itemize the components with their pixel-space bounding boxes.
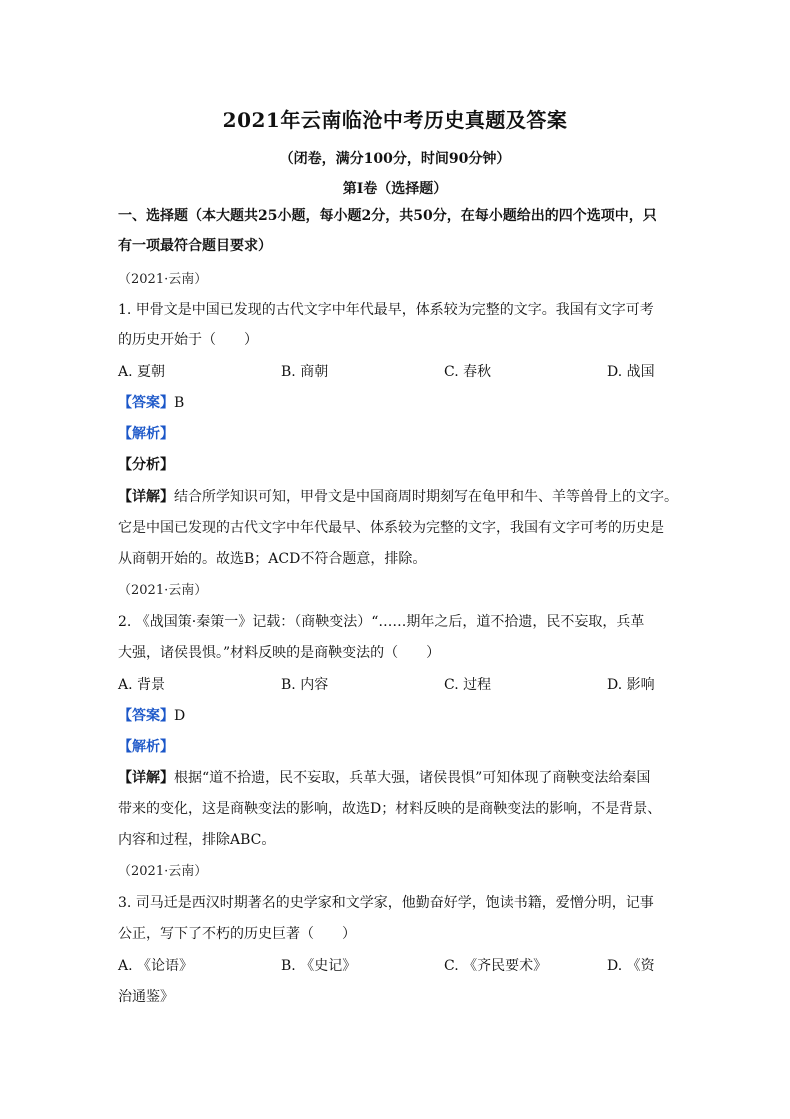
answer-tag: 【答案】 [118,395,174,411]
option-b: B. 商朝 [281,364,329,380]
option-d: D. 《资 [607,958,655,974]
question-stem-line: 3. 司马迁是西汉时期著名的史学家和文学家，他勤奋好学，饱读书籍，爱憎分明，记事 [118,895,654,911]
question-source: （2021·云南） [118,583,208,598]
option-c: C. 春秋 [444,364,492,380]
answer-line [118,706,678,726]
page-title: 2021年云南临沧中考历史真题及答案 [222,108,568,132]
option-c: C. 过程 [444,677,492,693]
question-stem-line: 公正，写下了不朽的历史巨著（ ） [118,926,356,942]
detail-tag: 【详解】 [118,489,174,505]
analysis-tag: 【解析】 [118,739,174,755]
option-d: D. 战国 [607,364,655,380]
detail-line [118,768,678,788]
analysis-tag: 【解析】 [118,426,174,442]
option-d-wrap: 治通鉴》 [118,989,174,1005]
question-stem-line: 2. 《战国策·秦策一》记载：（商鞅变法）“……期年之后，道不拾遗，民不妄取，兵革 [118,614,645,630]
detail-line: 从商朝开始的。故选B；ACD不符合题意，排除。 [118,551,427,567]
question-source: （2021·云南） [118,272,208,287]
question-stem-line: 1. 甲骨文是中国已发现的古代文字中年代最早，体系较为完整的文字。我国有文字可考 [118,302,654,318]
detail-tag: 【详解】 [118,770,174,786]
section-heading-line1: 一、选择题（本大题共25小题，每小题2分，共50分，在每小题给出的四个选项中，只 [118,208,657,224]
option-a: A. 背景 [118,677,166,693]
analysis-tag-line [118,424,678,444]
option-d: D. 影响 [607,677,655,693]
answer-tag: 【答案】 [118,708,174,724]
option-c: C. 《齐民要术》 [444,958,548,974]
option-b: B. 《史记》 [281,958,357,974]
detail-text: 结合所学知识可知，甲骨文是中国商周时期刻写在龟甲和牛、羊等兽骨上的文字。 [174,489,678,505]
exam-subtitle: （闭卷，满分100分，时间90分钟） [279,151,511,167]
detail-line [118,487,678,507]
option-a: A. 夏朝 [118,364,166,380]
detail-line: 带来的变化，这是商鞅变法的影响，故选D；材料反映的是商鞅变法的影响，不是背景、 [118,801,662,817]
option-a: A. 《论语》 [118,958,194,974]
answer-value: B [174,395,185,411]
volume-heading: 第Ⅰ卷（选择题） [342,181,448,197]
analysis-tag-line [118,737,678,757]
section-heading-line2: 有一项最符合题目要求） [118,238,272,254]
detail-line: 内容和过程，排除ABC。 [118,832,276,848]
detail-line: 它是中国已发现的古代文字中年代最早、体系较为完整的文字，我国有文字可考的历史是 [118,520,664,536]
question-stem-line: 大强，诸侯畏惧。”材料反映的是商鞅变法的（ ） [118,645,441,661]
fenxi-tag: 【分析】 [118,457,174,473]
question-stem-line: 的历史开始于（ ） [118,332,258,348]
fenxi-tag-line [118,455,678,475]
answer-line [118,393,678,413]
question-source: （2021·云南） [118,864,208,879]
detail-text: 根据“道不拾遗，民不妄取，兵革大强，诸侯畏惧”可知体现了商鞅变法给秦国 [174,770,651,786]
option-b: B. 内容 [281,677,329,693]
answer-value: D [174,708,186,724]
